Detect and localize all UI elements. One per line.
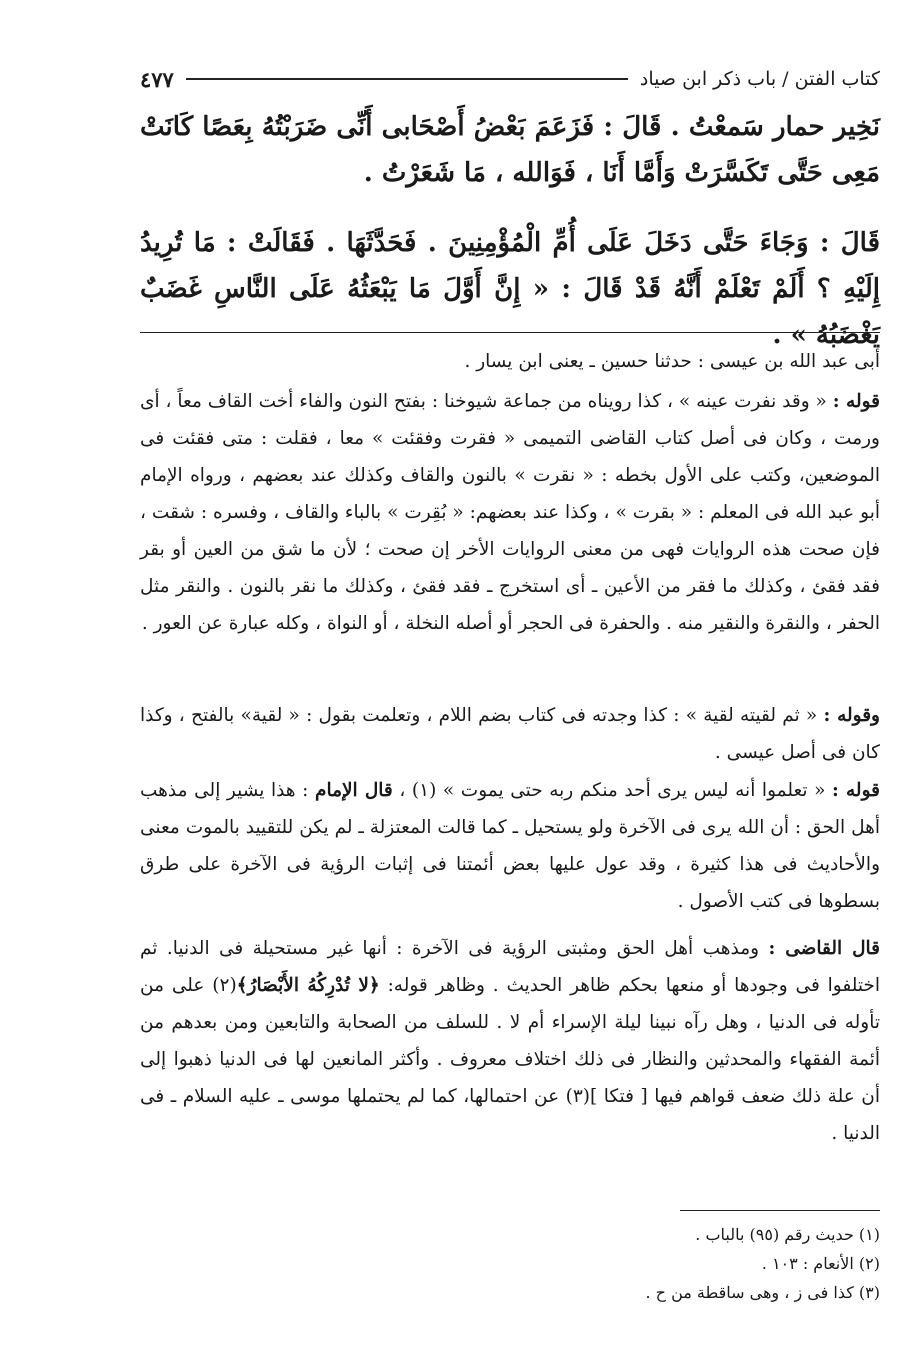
commentary-lead-imam: قال الإمام: [314, 780, 393, 801]
commentary-text: « تعلموا أنه ليس يرى أحد منكم ربه حتى يموت » (١) ،: [399, 780, 826, 801]
quran-quote: ﴿لا تُدْرِكُهُ الأَبْصَارُ﴾: [236, 975, 380, 996]
header-rule: [186, 78, 628, 80]
footnote-rule: [680, 1210, 880, 1211]
commentary-lead: قال القاضى :: [768, 938, 880, 959]
hadith-text-1: [140, 104, 880, 196]
footnote-item: (٢) الأنعام : ١٠٣ .: [761, 1254, 880, 1273]
commentary-lead: قوله :: [832, 391, 881, 412]
commentary-lead: وقوله :: [823, 705, 880, 726]
footnotes: [500, 1220, 880, 1307]
commentary-text: « ثم لقيته لقية » : كذا وجدته فى كتاب بضم اللام ، وتعلمت بقول : « لقية» بالفتح ، وكذا كان فى أصل عيسى .: [140, 705, 880, 763]
running-header: [140, 62, 880, 96]
page-number: ٤٧٧: [140, 66, 174, 92]
commentary-paragraph-1: [140, 343, 880, 380]
footnote-item: (١) حديث رقم (٩٥) بالباب .: [695, 1225, 880, 1244]
commentary-paragraph-3: [140, 697, 880, 771]
commentary-paragraph-5: [140, 930, 880, 1152]
commentary-text: أبى عبد الله بن عيسى : حدثنا حسين ـ يعنى ابن يسار .: [464, 351, 880, 372]
commentary-lead: قوله :: [832, 780, 880, 801]
hadith-text-2: [140, 220, 880, 358]
commentary-text: (٢) على من تأوله فى الدنيا ، وهل رآه نبينا ليلة الإسراء أم لا . للسلف من الصحابة والتابعين ومن بعدهم من أئمة الفقهاء والمحدثين والنظار فى ذلك اختلاف معروف . وأكثر المانعين لها فى الدنيا ذهبوا إلى أن علة ذلك ضعف قواهم فيها [ فتكا ](٣) عن احتمالها، كما لم يحتملها موسى ـ عليه السلام ـ فى الدنيا .: [140, 975, 880, 1144]
hadith-paragraph: قَالَ : وَجَاءَ حَتَّى دَخَلَ عَلَى أُمِّ الْمُؤْمِنِينَ . فَحَدَّثَهَا . فَقَالَتْ : مَا تُرِيدُ إِلَيْهِ ؟ أَلَمْ تَعْلَمْ أَنَّهُ قَدْ قَالَ : « إِنَّ أَوَّلَ مَا يَبْعَثُهُ عَلَى النَّاسِ غَضَبٌ يَغْضَبُهُ » .: [140, 228, 880, 350]
commentary-text: ومذهب أهل الحق ومثبتى الرؤية فى الآخرة : أنها غير مستحيلة فى الدنيا. ثم اختلفوا فى وجودها أو منعها بحكم ظاهر الحديث . وظاهر قوله:: [140, 938, 880, 996]
hadith-paragraph: نَخِير حمار سَمعْتُ . قَالَ : فَزَعَمَ بَعْضُ أَصْحَابى أَنِّى ضَرَبْتُهُ بِعَصًا كَانَتْ مَعِى حَتَّى تَكَسَّرَتْ وَأَمَّا أَنَا ، فَوَالله ، مَا شَعَرْتُ .: [140, 112, 880, 188]
commentary-paragraph-4: [140, 772, 880, 920]
main-separator-rule: [140, 332, 880, 333]
commentary-text: : هذا يشير إلى مذهب أهل الحق : أن الله يرى فى الآخرة ولو يستحيل ـ كما قالت المعتزلة ـ لم يكن للتقييد بالموت معنى والأحاديث فى هذا كثيرة ، وقد عول عليها بعض أئمتنا فى إثبات الرؤية فى الآخرة على طرق بسطوها فى كتب الأصول .: [140, 780, 880, 912]
commentary-text: « وقد نفرت عينه » ، كذا رويناه من جماعة شيوخنا : بفتح النون والفاء أخت القاف معاً ، أى ورمت ، وكان فى أصل كتاب القاضى التميمى « فقرت وفقئت » معا ، فقلت : متى فقئت فى الموضعين، وكتب على الأول بخطه : « نقرت » بالنون والقاف وكذلك عند بعضهم ، ورواه الإمام أبو عبد الله فى المعلم : « بقرت » ، وكذا عند بعضهم: « بُقِرت » بالباء والقاف ، وفسره : شقت ، فإن صحت هذه الروايات فهى من معنى الروايات الأخر إن صحت ؛ لأن ما شق من العين أو بقر فقد فقئ ، وكذلك ما فقر من الأعين ـ أى استخرج ـ فقد فقئ ، وكذلك ما نقر بالنون . والنقر مثل الحفر ، والنقرة والنقير منه . والحفرة فى الحجر أو أصله النخلة ، أو النواة ، وكله عبارة عن العور .: [140, 391, 880, 634]
commentary-paragraph-2: [140, 383, 880, 642]
chapter-title: كتاب الفتن / باب ذكر ابن صياد: [639, 68, 880, 90]
footnote-item: (٣) كذا فى ز ، وهى ساقطة من ح .: [645, 1283, 880, 1302]
